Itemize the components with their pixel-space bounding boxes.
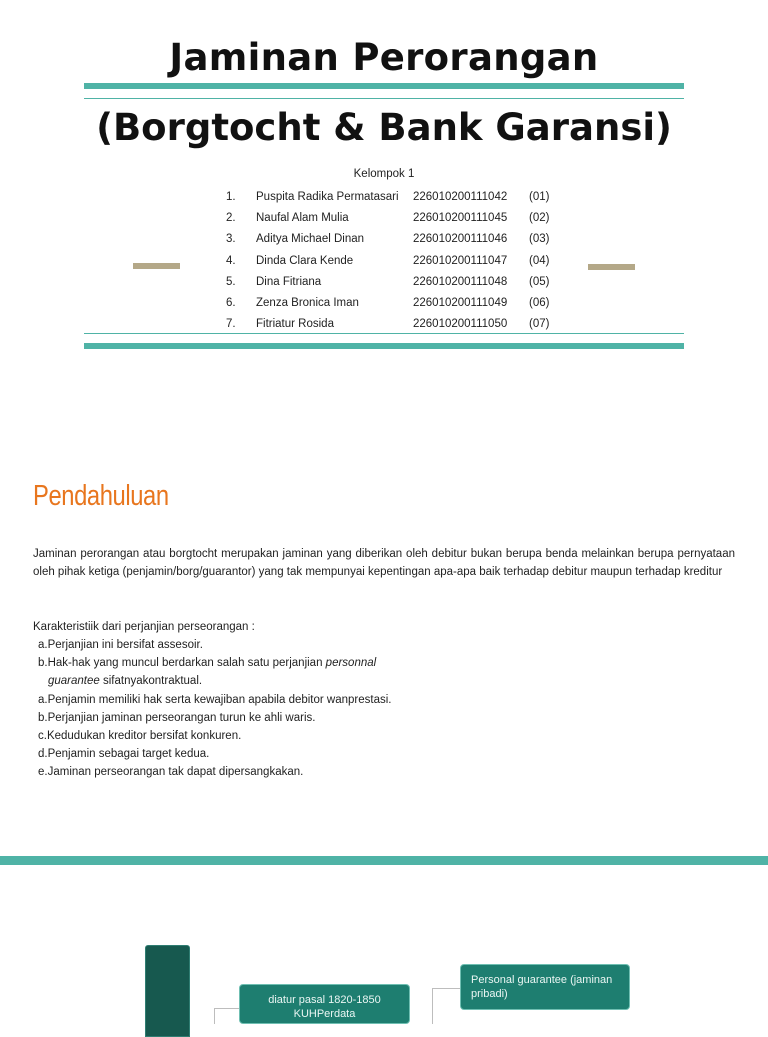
member-code: (07) (529, 318, 550, 331)
member-nim: 226010200111049 (413, 296, 508, 309)
member-code: (05) (529, 275, 550, 288)
member-name: Zenza Bronica Iman (256, 296, 359, 309)
list-item: b.Perjanjian jaminan perseorangan turun ke ahli waris. (38, 711, 316, 724)
member-row (226, 293, 626, 314)
list-item-italic: guarantee (48, 675, 100, 688)
member-nim: 226010200111046 (413, 233, 508, 246)
diagram-node-legal-basis: diatur pasal 1820-1850 KUHPerdata (239, 984, 410, 1024)
member-nim: 226010200111042 (413, 191, 508, 203)
member-number: 2. (226, 212, 236, 225)
member-number: 6. (226, 296, 236, 309)
list-item (38, 654, 392, 672)
intro-paragraph: Jaminan perorangan atau borgtocht merupakan jaminan yang diberikan oleh debitur bukan berupa benda melainkan berupa pernyataan oleh pihak ketiga (penjamin/borg/guarantor) yang tak mempunyai kepentingan apa-apa baik terhadap debitur maupun terhadap kreditur (33, 548, 735, 578)
member-code: (02) (529, 212, 550, 225)
characteristics-list (38, 636, 392, 782)
member-code: (03) (529, 233, 550, 246)
decorative-dash-right (588, 264, 635, 270)
title-rule-top (84, 98, 684, 99)
member-row (226, 187, 626, 208)
member-row (226, 229, 626, 250)
slide-bottom-bar (0, 856, 768, 865)
diagram-root-block (145, 945, 190, 1037)
list-item: a.Penjamin memiliki hak serta kewajiban apabila debitor wanprestasi. (38, 693, 392, 706)
member-row (226, 208, 626, 229)
connector-line (432, 988, 433, 1024)
member-code: (04) (529, 254, 550, 267)
connector-line (214, 1008, 215, 1024)
decorative-dash-left (133, 263, 180, 269)
member-nim: 226010200111047 (413, 254, 508, 267)
diagram-node-personal-guarantee: Personal guarantee (jaminan pribadi) (460, 964, 630, 1010)
member-name: Aditya Michael Dinan (256, 233, 365, 246)
section-title: Pendahuluan (33, 480, 169, 512)
member-name: Naufal Alam Mulia (256, 212, 349, 225)
title-slide (0, 0, 768, 400)
member-code: (06) (529, 296, 550, 309)
member-row (226, 251, 626, 272)
member-name: Dina Fitriana (256, 275, 322, 288)
list-item-continuation (38, 672, 392, 690)
member-nim: 226010200111050 (413, 318, 508, 331)
characteristics-heading: Karakteristiik dari perjanjian perseorangan : (33, 621, 255, 633)
member-row (226, 272, 626, 293)
title-bar-top (84, 83, 684, 89)
member-number: 4. (226, 254, 236, 267)
member-number: 7. (226, 318, 236, 331)
member-name: Dinda Clara Kende (256, 254, 354, 267)
member-number: 1. (226, 191, 236, 203)
member-nim: 226010200111045 (413, 212, 508, 225)
list-item: c.Kedudukan kreditor bersifat konkuren. (38, 730, 242, 743)
member-nim: 226010200111048 (413, 275, 508, 288)
member-number: 3. (226, 233, 236, 246)
member-number: 5. (226, 275, 236, 288)
members-rule-bottom (84, 333, 684, 334)
list-item-text: b.Hak-hak yang muncul berdarkan salah satu perjanjian (38, 657, 326, 670)
list-item-italic: personnal (325, 657, 377, 670)
slide-subtitle: (Borgtocht & Bank Garansi) (96, 106, 672, 149)
slide-title: Jaminan Perorangan (169, 36, 599, 79)
member-name: Puspita Radika Permatasari (256, 191, 399, 203)
list-item-text: sifatnyakontraktual. (99, 675, 203, 688)
connector-line (214, 1008, 239, 1009)
member-code: (01) (529, 191, 550, 203)
list-item: a.Perjanjian ini bersifat assesoir. (38, 639, 203, 651)
member-list (226, 187, 626, 335)
list-item: e.Jaminan perseorangan tak dapat dipersangkakan. (38, 766, 304, 779)
connector-line (432, 988, 460, 989)
list-item: d.Penjamin sebagai target kedua. (38, 748, 210, 761)
group-label: Kelompok 1 (353, 168, 415, 180)
member-name: Fitriatur Rosida (256, 318, 334, 331)
members-bar-bottom (84, 343, 684, 349)
